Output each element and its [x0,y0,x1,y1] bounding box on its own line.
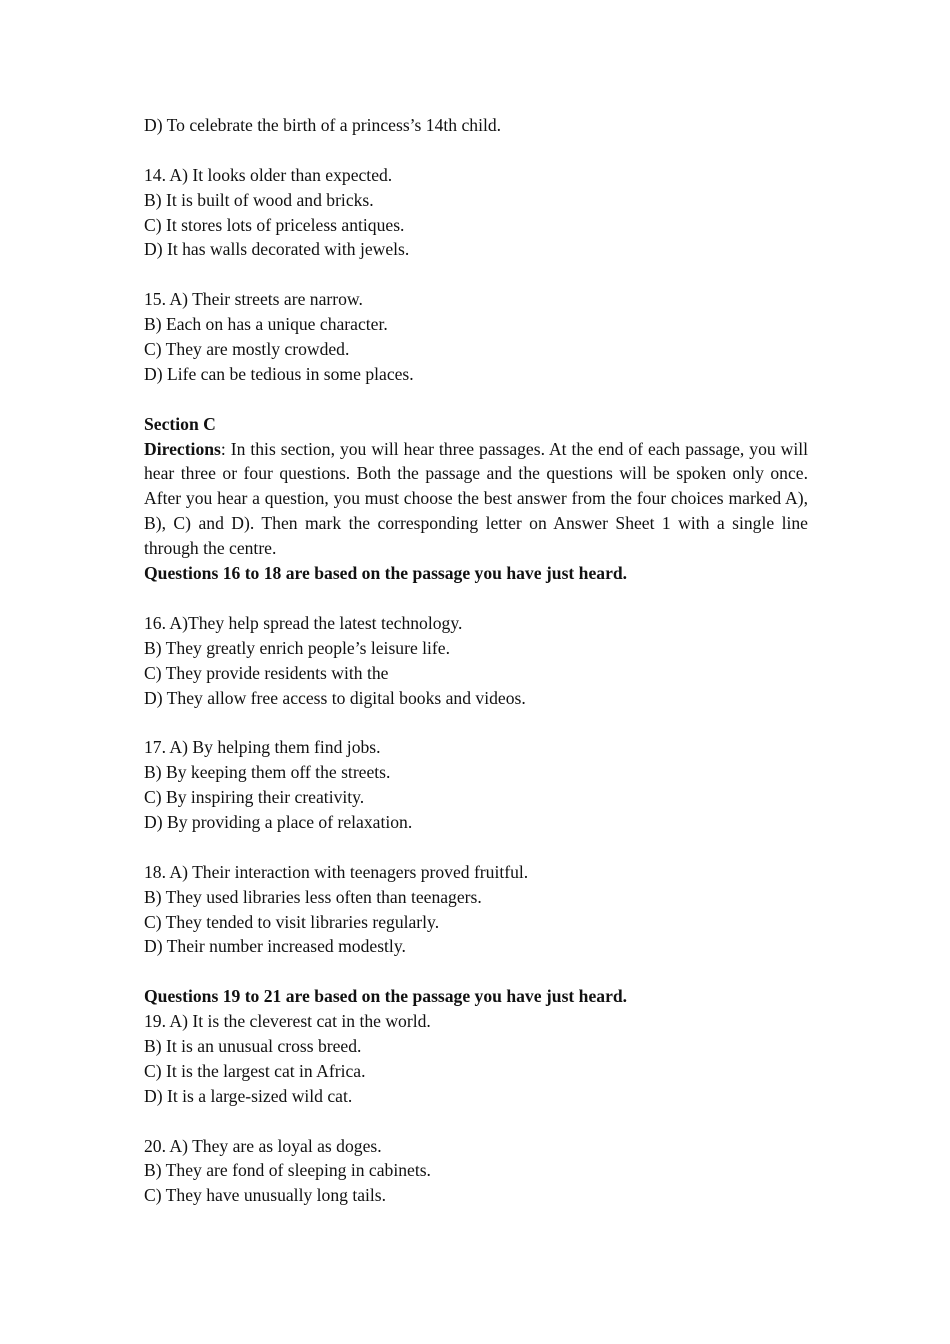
question-17 [144,735,808,835]
q20-option-b: B) They are fond of sleeping in cabinets. [144,1160,431,1181]
q15-option-d: D) Life can be tedious in some places. [144,363,414,384]
group2-heading: Questions 19 to 21 are based on the passage you have just heard. [144,986,628,1007]
q17-option-b: B) By keeping them off the streets. [144,762,391,783]
q17-option-d: D) By providing a place of relaxation. [144,812,413,833]
section-c-title: Section C [144,413,216,434]
q16-option-d: D) They allow free access to digital books and videos. [144,687,526,708]
q19-option-a: 19. A) It is the cleverest cat in the world. [144,1011,431,1032]
q19-option-b: B) It is an unusual cross breed. [144,1036,362,1057]
document-page [144,113,808,1208]
q18-option-c: C) They tended to visit libraries regularly. [144,911,440,932]
question-14 [144,163,808,263]
q14-option-b: B) It is built of wood and bricks. [144,189,374,210]
q14-option-d: D) It has walls decorated with jewels. [144,239,410,260]
q15-option-b: B) Each on has a unique character. [144,314,388,335]
q14-option-a: 14. A) It looks older than expected. [144,164,393,185]
q19-option-c: C) It is the largest cat in Africa. [144,1060,366,1081]
question-16 [144,611,808,711]
question-19 [144,1009,808,1109]
q18-option-d: D) Their number increased modestly. [144,936,406,957]
q20-option-a: 20. A) They are as loyal as doges. [144,1135,382,1156]
q15-option-c: C) They are mostly crowded. [144,339,350,360]
q15-option-a: 15. A) Their streets are narrow. [144,289,363,310]
q19-option-d: D) It is a large-sized wild cat. [144,1085,353,1106]
question-15 [144,287,808,387]
q18-option-b: B) They used libraries less often than teenagers. [144,886,482,907]
question-20 [144,1134,808,1209]
q18-option-a: 18. A) Their interaction with teenagers proved fruitful. [144,861,529,882]
q17-option-c: C) By inspiring their creativity. [144,787,365,808]
q16-option-c: C) They provide residents with the [144,662,389,683]
group1-heading: Questions 16 to 18 are based on the passage you have just heard. [144,563,628,584]
q13-option-d: D) To celebrate the birth of a princess’s 14th child. [144,115,502,135]
directions-text: : In this section, you will hear three passages. At the end of each passage, you will hear three or four questions. Both the passage and the questions will be spoken only once. After you hear a question, you must choose the best answer from the four choices marked A), B), C) and D). Then mark the corresponding letter on Answer Sheet 1 with a single line through the centre. [144,438,808,559]
q16-option-a: 16. A)They help spread the latest technology. [144,612,463,633]
q17-option-a: 17. A) By helping them find jobs. [144,737,381,758]
question-18 [144,860,808,960]
directions-label: Directions [144,438,221,459]
q20-option-c: C) They have unusually long tails. [144,1185,387,1206]
q16-option-b: B) They greatly enrich people’s leisure life. [144,637,450,658]
q14-option-c: C) It stores lots of priceless antiques. [144,214,405,235]
section-c-directions [144,437,808,562]
